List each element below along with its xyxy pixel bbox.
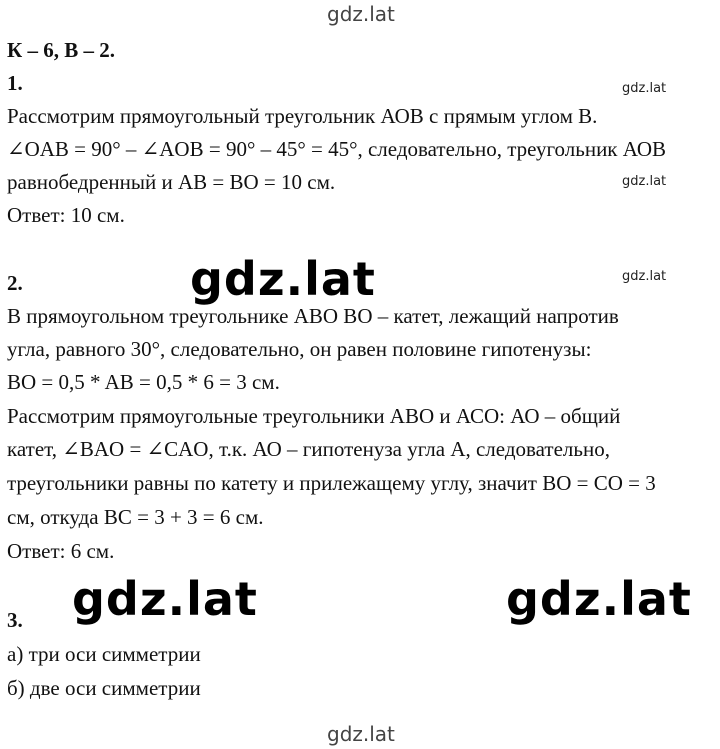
task2-line: BO = 0,5 * AB = 0,5 * 6 = 3 см. [7, 370, 280, 394]
watermark-small: gdz.lat [622, 81, 667, 96]
watermark-bottom: gdz.lat [327, 722, 395, 746]
task2-line: Рассмотрим прямоугольные треугольники АВО и АСО: АО – общий [7, 404, 621, 428]
watermark-large: gdz.lat [506, 572, 692, 626]
task2-number: 2. [7, 271, 23, 295]
watermark-large: gdz.lat [190, 252, 376, 306]
task2-line: см, откуда ВС = 3 + 3 = 6 см. [7, 505, 264, 529]
watermark-small: gdz.lat [622, 174, 667, 189]
task1-line: ∠OAB = 90° – ∠AOB = 90° – 45° = 45°, следовательно, треугольник АОВ [7, 137, 667, 161]
task1-line: равнобедренный и AB = BO = 10 см. [7, 170, 336, 194]
task2-answer: Ответ: 6 см. [7, 539, 115, 563]
task2-line: треугольники равны по катету и прилежащему углу, значит ВО = СО = 3 [7, 471, 656, 495]
task2-line: В прямоугольном треугольнике АВО ВО – катет, лежащий напротив [7, 304, 619, 328]
task3-number: 3. [7, 608, 23, 632]
task2-line: катет, ∠BAO = ∠CAO, т.к. АО – гипотенуза угла А, следовательно, [7, 437, 610, 461]
task2-line: угла, равного 30°, следовательно, он равен половине гипотенузы: [7, 337, 592, 361]
task3-line: б) две оси симметрии [7, 676, 201, 700]
task1-answer: Ответ: 10 см. [7, 203, 125, 227]
task1-line: Рассмотрим прямоугольный треугольник АОВ с прямым углом В. [7, 104, 598, 128]
watermark-top: gdz.lat [327, 2, 395, 26]
task1-number: 1. [7, 71, 23, 95]
watermark-large: gdz.lat [72, 572, 258, 626]
task3-line: а) три оси симметрии [7, 642, 201, 666]
page-title: К – 6, В – 2. [7, 38, 115, 62]
watermark-small: gdz.lat [622, 269, 667, 284]
